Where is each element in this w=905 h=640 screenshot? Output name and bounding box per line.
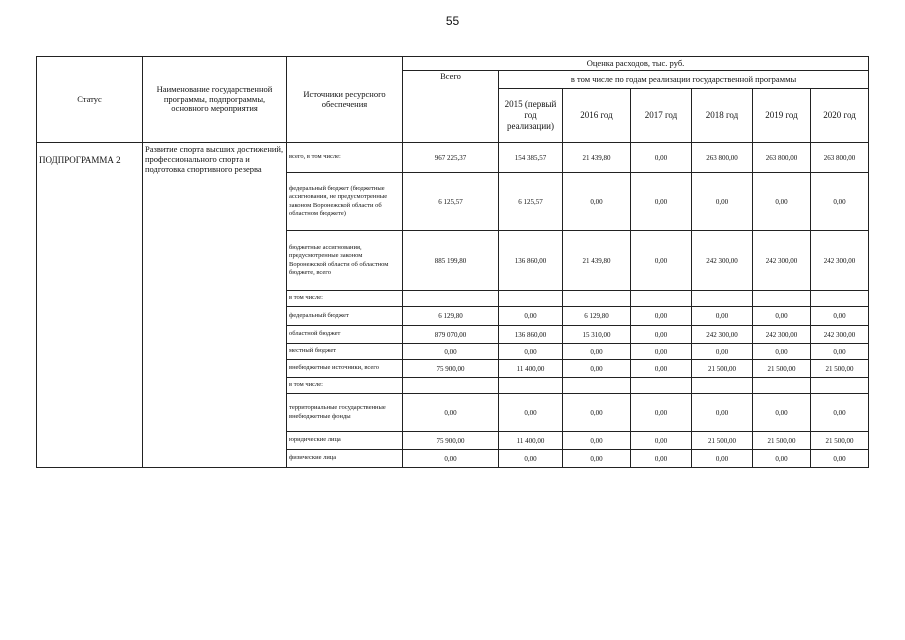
year-value-cell: 0,00 [692, 307, 753, 326]
source-cell: территориальные государственные внебюджетные фонды [287, 394, 403, 432]
program-name-cell: Развитие спорта высших достижений, профессионального спорта и подготовка спортивного резерва [143, 143, 287, 468]
year-value-cell [631, 378, 692, 394]
total-value-cell: 879 070,00 [403, 326, 499, 344]
header-year-2020: 2020 год [811, 89, 869, 143]
year-value-cell: 0,00 [692, 450, 753, 468]
source-cell: в том числе: [287, 291, 403, 307]
header-name: Наименование государственной программы, подпрограммы, основного мероприятия [143, 57, 287, 143]
year-value-cell: 0,00 [563, 360, 631, 378]
total-value-cell: 6 125,57 [403, 173, 499, 231]
header-status: Статус [37, 57, 143, 143]
year-value-cell: 154 385,57 [499, 143, 563, 173]
year-value-cell: 0,00 [811, 344, 869, 360]
header-year-2016: 2016 год [563, 89, 631, 143]
year-value-cell [811, 291, 869, 307]
source-cell: областной бюджет [287, 326, 403, 344]
year-value-cell: 21 500,00 [753, 432, 811, 450]
year-value-cell [563, 291, 631, 307]
header-year-2019: 2019 год [753, 89, 811, 143]
year-value-cell: 0,00 [631, 231, 692, 291]
year-value-cell: 6 129,80 [563, 307, 631, 326]
total-value-cell: 0,00 [403, 394, 499, 432]
year-value-cell: 0,00 [499, 450, 563, 468]
header-year-2017: 2017 год [631, 89, 692, 143]
year-value-cell: 0,00 [631, 394, 692, 432]
year-value-cell: 0,00 [631, 344, 692, 360]
total-value-cell: 75 900,00 [403, 432, 499, 450]
year-value-cell: 242 300,00 [753, 326, 811, 344]
budget-table [36, 56, 869, 468]
year-value-cell: 136 860,00 [499, 326, 563, 344]
year-value-cell: 21 500,00 [753, 360, 811, 378]
source-cell: федеральный бюджет (бюджетные ассигнования, не предусмотренные законом Воронежской области об областном бюджете) [287, 173, 403, 231]
year-value-cell [811, 378, 869, 394]
year-value-cell [753, 291, 811, 307]
year-value-cell: 0,00 [753, 394, 811, 432]
page-number: 55 [445, 14, 460, 28]
status-cell: ПОДПРОГРАММА 2 [37, 143, 143, 468]
year-value-cell: 0,00 [692, 394, 753, 432]
year-value-cell: 0,00 [811, 307, 869, 326]
header-estimate: Оценка расходов, тыс. руб. [403, 57, 869, 71]
year-value-cell: 21 500,00 [811, 432, 869, 450]
header-year-2015: 2015 (первый год реализации) [499, 89, 563, 143]
year-value-cell [753, 378, 811, 394]
header-total: Всего [403, 71, 499, 143]
year-value-cell: 263 800,00 [692, 143, 753, 173]
source-cell: местный бюджет [287, 344, 403, 360]
year-value-cell: 0,00 [563, 394, 631, 432]
year-value-cell: 21 500,00 [692, 360, 753, 378]
year-value-cell: 0,00 [563, 432, 631, 450]
year-value-cell: 0,00 [631, 326, 692, 344]
year-value-cell: 0,00 [631, 307, 692, 326]
year-value-cell: 0,00 [563, 173, 631, 231]
year-value-cell: 21 500,00 [811, 360, 869, 378]
year-value-cell: 242 300,00 [692, 231, 753, 291]
header-by-years: в том числе по годам реализации государственной программы [499, 71, 869, 89]
year-value-cell: 242 300,00 [811, 231, 869, 291]
total-value-cell: 75 900,00 [403, 360, 499, 378]
year-value-cell: 15 310,00 [563, 326, 631, 344]
total-value-cell: 967 225,37 [403, 143, 499, 173]
year-value-cell: 0,00 [631, 450, 692, 468]
source-cell: федеральный бюджет [287, 307, 403, 326]
source-cell: бюджетные ассигнования, предусмотренные законом Воронежской области об областном бюджете, всего [287, 231, 403, 291]
year-value-cell: 0,00 [811, 173, 869, 231]
year-value-cell: 263 800,00 [753, 143, 811, 173]
year-value-cell: 0,00 [499, 394, 563, 432]
year-value-cell [499, 291, 563, 307]
year-value-cell: 0,00 [753, 344, 811, 360]
year-value-cell: 21 439,80 [563, 143, 631, 173]
year-value-cell: 0,00 [631, 143, 692, 173]
total-value-cell: 0,00 [403, 450, 499, 468]
year-value-cell: 0,00 [753, 307, 811, 326]
year-value-cell: 0,00 [753, 173, 811, 231]
total-value-cell [403, 291, 499, 307]
total-value-cell: 0,00 [403, 344, 499, 360]
source-cell: в том числе: [287, 378, 403, 394]
year-value-cell: 242 300,00 [692, 326, 753, 344]
source-cell: всего, в том числе: [287, 143, 403, 173]
year-value-cell: 0,00 [631, 432, 692, 450]
year-value-cell: 0,00 [631, 360, 692, 378]
source-cell: внебюджетные источники, всего [287, 360, 403, 378]
year-value-cell: 6 125,57 [499, 173, 563, 231]
year-value-cell [499, 378, 563, 394]
year-value-cell: 21 500,00 [692, 432, 753, 450]
source-cell: физические лица [287, 450, 403, 468]
year-value-cell: 0,00 [631, 173, 692, 231]
year-value-cell [563, 378, 631, 394]
total-value-cell: 6 129,80 [403, 307, 499, 326]
header-source: Источники ресурсного обеспечения [287, 57, 403, 143]
year-value-cell: 242 300,00 [753, 231, 811, 291]
year-value-cell: 11 400,00 [499, 432, 563, 450]
year-value-cell: 0,00 [692, 173, 753, 231]
year-value-cell: 263 800,00 [811, 143, 869, 173]
source-cell: юридические лица [287, 432, 403, 450]
year-value-cell [692, 291, 753, 307]
total-value-cell: 885 199,80 [403, 231, 499, 291]
table-row [37, 143, 869, 173]
year-value-cell: 21 439,80 [563, 231, 631, 291]
year-value-cell: 136 860,00 [499, 231, 563, 291]
total-value-cell [403, 378, 499, 394]
year-value-cell: 0,00 [753, 450, 811, 468]
year-value-cell: 0,00 [811, 450, 869, 468]
year-value-cell: 0,00 [692, 344, 753, 360]
year-value-cell: 0,00 [563, 344, 631, 360]
year-value-cell [631, 291, 692, 307]
year-value-cell [692, 378, 753, 394]
year-value-cell: 11 400,00 [499, 360, 563, 378]
year-value-cell: 0,00 [499, 307, 563, 326]
header-year-2018: 2018 год [692, 89, 753, 143]
year-value-cell: 0,00 [563, 450, 631, 468]
year-value-cell: 0,00 [811, 394, 869, 432]
year-value-cell: 242 300,00 [811, 326, 869, 344]
year-value-cell: 0,00 [499, 344, 563, 360]
